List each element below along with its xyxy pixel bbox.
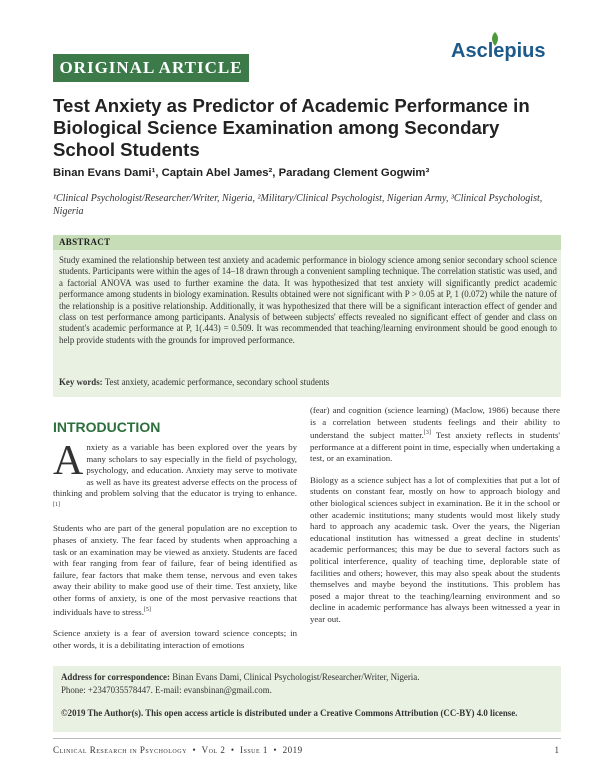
author-list: Binan Evans Dami¹, Captain Abel James², Paradang Clement Gogwim³ bbox=[53, 167, 430, 179]
publisher-logo bbox=[447, 38, 557, 74]
publisher-logo-text: Asclepius bbox=[451, 40, 546, 62]
issue: Issue 1 bbox=[240, 745, 268, 755]
section-heading-introduction: INTRODUCTION bbox=[53, 419, 161, 435]
correspondence-label: Address for correspondence: bbox=[61, 672, 170, 682]
affiliations: ¹Clinical Psychologist/Researcher/Writer, Nigeria, ²Military/Clinical Psychologist, Nigerian Army, ³Clinical Psychologist, Nigeria bbox=[53, 193, 543, 217]
drop-cap: A bbox=[53, 438, 84, 484]
journal-name: Clinical Research in Psychology bbox=[53, 745, 187, 755]
correspondence-address bbox=[61, 672, 419, 682]
paragraph-text: Students who are part of the general population are no exception to phases of anxiety. The fear faced by students when approaching a task or an examination may be viewed as anxiety. Students are faced with fear ranging from fear of failure, fear of being identified as failure, fear factors that make them tense, nervous and even takes away their ability to make good use of their time. Test anxiety, like other forms of anxiety, is one of the most pervasive reactions that individuals have to stress. bbox=[53, 523, 297, 617]
page-footer bbox=[53, 745, 561, 755]
footer-separator: • bbox=[273, 745, 278, 755]
abstract-text: Study examined the relationship between test anxiety and academic performance in biology science among senior secondary school science students. Participants were within the ages of 14–18 drawn through a convenient sampling technique. The correlation statistic was used, and a factorial ANOVA was used to further examine the data. It was hypothesized that test anxiety will significantly predict academic performance among students in biology examination. Results obtained were not significant with P > 0.05 at P, 1 (0.072) while the nature of the relationship is a positive relationship. Additionally, it was hypothesized that there will be a significant interaction effect of gender and class on test performance among participants. Analysis of between subjects' effects revealed no significant effect of gender and class on student's academic performance at P, 1(.443) = 0.509. It was recommended that teaching/learning environment should be good enough to help provide students with the grounds for improved performance. bbox=[59, 255, 557, 345]
footer-separator: • bbox=[192, 745, 197, 755]
abstract-box bbox=[53, 235, 561, 397]
paragraph-text: Biology as a science subject has a lot of complexities that put a lot of students on constant fear, mostly on how to approach biology and other biological sciences subject in examination. Be it in the school or other academic institutions; many students would most likely study hard to approach any academic task. Over the years, the Nigerian educational institution has witnessed a great decline in students' academic performances; this may be due to several factors such as political interference, quality of teaching time, deplorable state of facilities and others; however, this may also speak about the students themselves and maybe beyond the institutions. This problem has posed a major threat to the teaching/learning environment and so decline in academic performance has always been witnessed a year in year out. bbox=[310, 474, 560, 625]
body-column-left bbox=[53, 438, 297, 661]
correspondence-contact: Phone: +2347035578447. E-mail: evansbinan@gmail.com. bbox=[61, 685, 272, 695]
article-title: Test Anxiety as Predictor of Academic Performance in Biological Science Examination among Secondary School Students bbox=[53, 95, 530, 160]
keywords-value: Test anxiety, academic performance, secondary school students bbox=[104, 377, 330, 387]
footer-divider bbox=[53, 738, 561, 739]
paragraph-text: nxiety as a variable has been explored over the years by many scholars to say especially in the field of psychology, psychology, and education. Anxiety may serve to motivate as well as have its greatest adverse effects on the process of thinking and problem solving that the educator is trying to enhance. bbox=[53, 442, 297, 499]
paragraph bbox=[53, 628, 297, 651]
article-type-banner: ORIGINAL ARTICLE bbox=[53, 54, 249, 82]
keywords bbox=[59, 377, 329, 387]
body-column-right bbox=[310, 405, 560, 636]
year: 2019 bbox=[282, 745, 303, 755]
paragraph-text: Science anxiety is a fear of aversion toward science concepts; in other words, it is a debilitating interaction of emotions bbox=[53, 628, 297, 650]
footer-separator: • bbox=[230, 745, 235, 755]
paragraph bbox=[310, 475, 560, 626]
paragraph bbox=[310, 405, 560, 465]
paragraph-text: (fear) and cognition (science learning) (Maclow, 1986) because there is a correlation between students feelings and their ability to understand the subject matter. bbox=[310, 405, 560, 441]
paragraph-text: Test anxiety reflects in students' performance at a different point in time, especially when undertaking a test, or an examination. bbox=[310, 430, 560, 464]
correspondence-value: Binan Evans Dami, Clinical Psychologist/Researcher/Writer, Nigeria. bbox=[172, 672, 420, 682]
license-notice: ©2019 The Author(s). This open access article is distributed under a Creative Commons Attribution (CC-BY) 4.0 license. bbox=[61, 708, 518, 718]
citation-ref[interactable]: [3] bbox=[423, 430, 431, 437]
citation-ref[interactable]: [1] bbox=[53, 501, 60, 508]
keywords-label: Key words: bbox=[59, 377, 103, 387]
paragraph bbox=[53, 523, 297, 618]
page-number: 1 bbox=[554, 745, 559, 755]
abstract-heading: ABSTRACT bbox=[53, 235, 561, 250]
paragraph bbox=[53, 438, 297, 513]
volume: Vol 2 bbox=[201, 745, 226, 755]
citation-ref[interactable]: [5] bbox=[143, 606, 151, 613]
correspondence-box bbox=[53, 666, 561, 732]
